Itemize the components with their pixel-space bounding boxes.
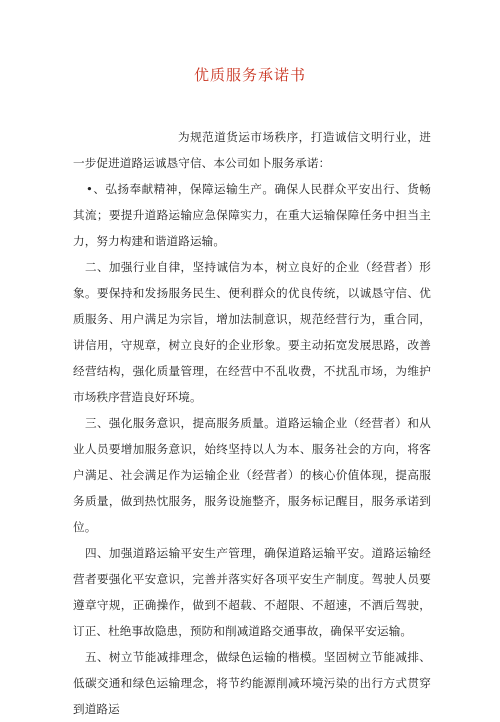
commitment-paragraph-5: 五、树立节能减排理念，做绿色运输的楷模。坚固树立节能减排、低碳交通和绿色运输理念，将节约能源削减环境污染的出行方式贯穿到道路运: [73, 650, 431, 716]
commitment-paragraph-4: 四、加强道路运输平安生产管理，确保道路运输平安。道路运输经营者要强化平安意识，完善并落实好各项平安生产制度。驾驶人员要遵章守规，正确操作，做到不超载、不超限、不超速，不酒后驾驶，订正、杜绝事故隐患，预防和削减道路交通事故，确保平安运输。: [73, 546, 431, 638]
document-body: [73, 124, 431, 722]
intro-paragraph: 为规范道货运市场秩序，打造诚信文明行业，进一步促进道路运诚恳守信、本公司如卜服务承诺：: [73, 130, 431, 170]
document-title: 优质服务承诺书: [193, 66, 306, 84]
commitment-paragraph-3: 三、强化服务意识，提高服务质量。道路运输企业（经营者）和从业人员要增加服务意识，始终坚持以人为本、服务社会的方向，将客户满足、社会满足作为运输企业（经营者）的核心价值体现，提高服务质量，做到热忱服务，服务设施整齐，服务标记醒目，服务承诺到位。: [73, 416, 431, 534]
commitment-paragraph-2: 二、加强行业自律，坚持诚信为本，树立良好的企业（经营者）形象。要保持和发扬服务民生、便利群众的优良传统，以诚恳守信、优质服务、用户满足为宗旨，增加法制意识，规范经营行为，重合同，讲信用，守规章，树立良好的企业形象。要主动拓宽发展思路，改善经营结构，强化质量管理，在经营中不乱收费，不扰乱市场，为维护市场秩序营造良好环境。: [73, 260, 431, 404]
commitment-paragraph-1: •、弘扬奉献精神，保障运输生产。确保人民群众平安出行、货畅其流；要提升道路运输应急保障实力，在重大运输保障任务中担当主力，努力构建和谐道路运输。: [73, 182, 431, 248]
